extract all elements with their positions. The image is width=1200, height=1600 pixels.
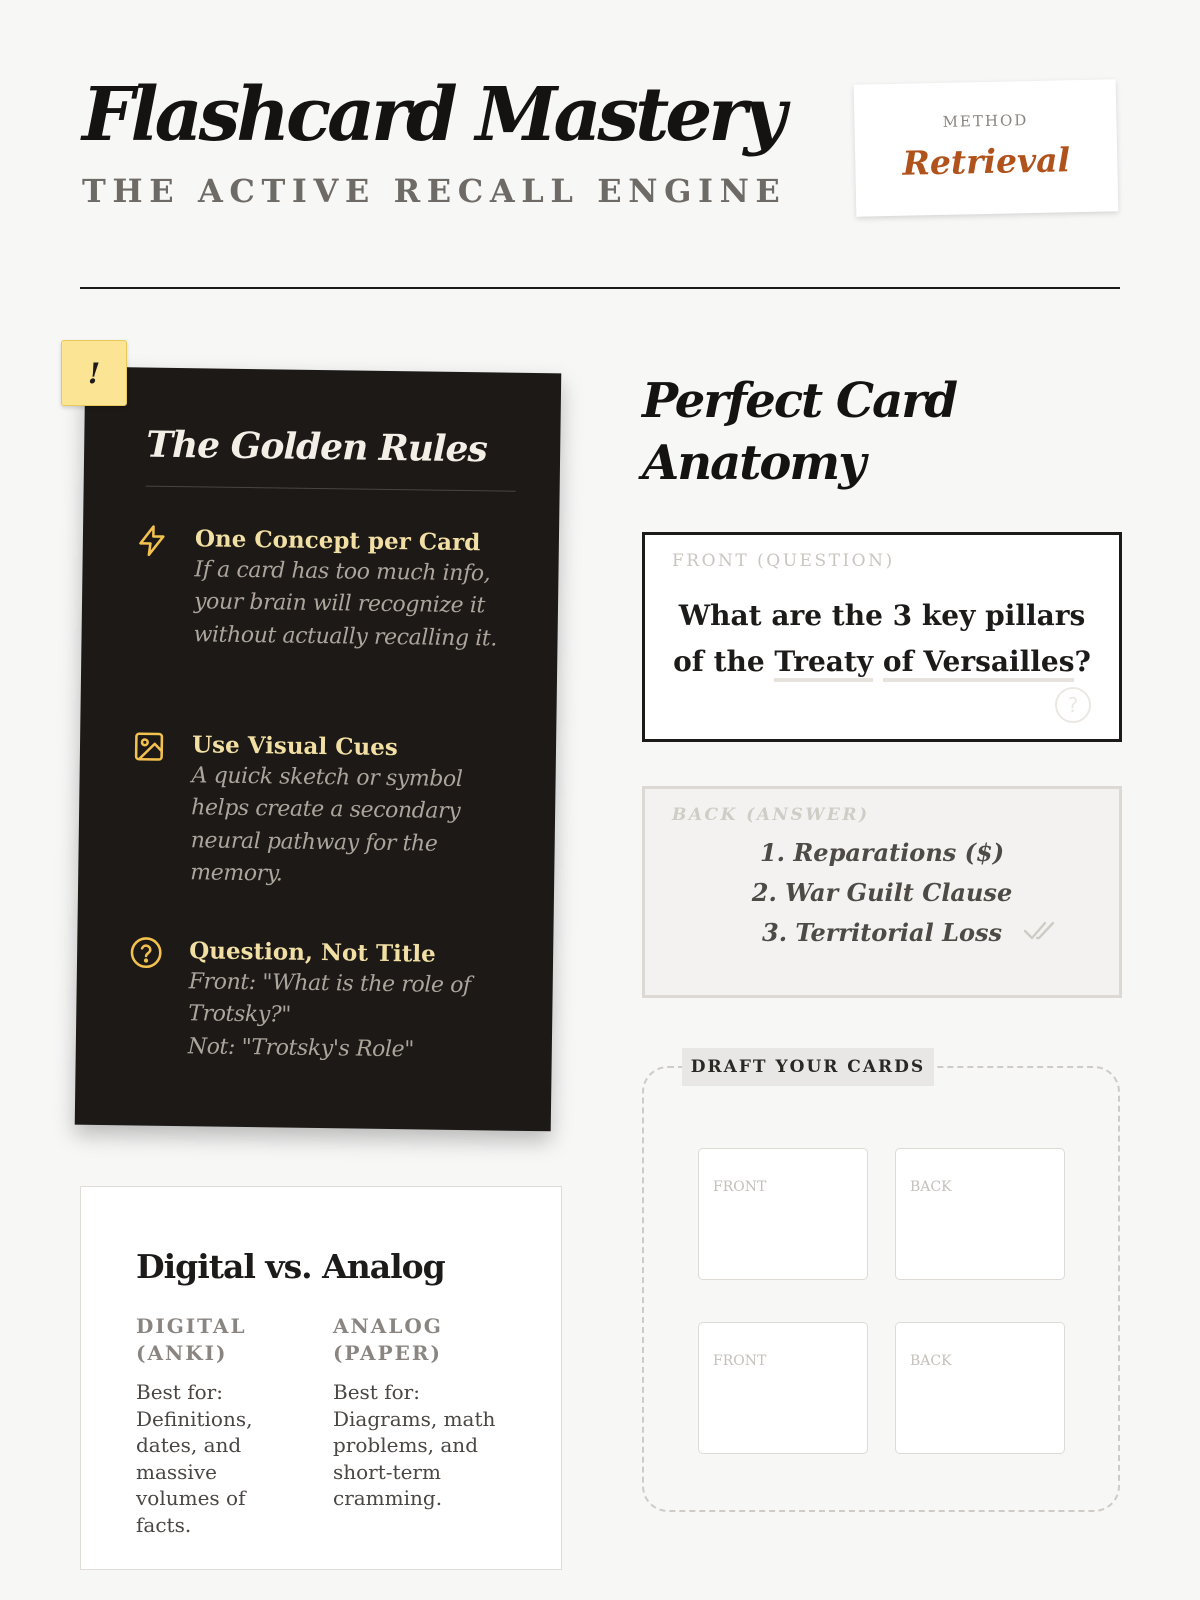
front-card: [642, 532, 1122, 742]
question-text: ?: [1074, 645, 1091, 679]
digital-label-line: DIGITAL: [136, 1314, 247, 1338]
analog-text: Best for: Diagrams, math problems, and short-term cramming.: [333, 1380, 496, 1511]
rule-body: If a card has too much info, your brain will recognize it without actually recalling it.: [193, 557, 498, 652]
header-divider: [80, 287, 1120, 289]
answer-item: 2. War Guilt Clause: [751, 878, 1013, 907]
digital-vs-analog-card: [80, 1186, 562, 1570]
golden-rules-title: The Golden Rules: [145, 423, 488, 471]
analog-label: [333, 1313, 503, 1367]
exclamation-sticky-note: !: [61, 340, 127, 406]
front-question: [665, 593, 1099, 685]
slot-label: FRONT: [713, 1353, 767, 1369]
rule-body-line: Front: "What is the role of Trotsky?": [188, 969, 471, 1028]
back-card-label: BACK (ANSWER): [672, 805, 870, 825]
anatomy-title-line: Anatomy: [642, 435, 865, 492]
answer-item: 1. Reparations ($): [759, 838, 1005, 867]
analog-label-line: ANALOG: [333, 1314, 443, 1338]
rule-heading: Question, Not Title: [188, 937, 436, 968]
digital-column: [136, 1313, 306, 1539]
method-card: [854, 79, 1119, 216]
rule-heading: One Concept per Card: [194, 525, 481, 557]
draft-slot-back[interactable]: [895, 1148, 1065, 1280]
question-circle-icon: ?: [1055, 687, 1091, 723]
front-card-label: FRONT (QUESTION): [672, 551, 895, 571]
anatomy-title: [642, 370, 956, 495]
draft-slot-front[interactable]: [698, 1148, 868, 1280]
draft-title: DRAFT YOUR CARDS: [682, 1048, 934, 1086]
slot-label: BACK: [910, 1353, 952, 1369]
digital-label: [136, 1313, 306, 1367]
digital-label-line: (ANKI): [136, 1341, 228, 1365]
answer-item: 3. Territorial Loss: [762, 918, 1002, 947]
method-label: METHOD: [942, 111, 1029, 131]
question-highlight: Treaty: [774, 645, 873, 682]
method-value: Retrieval: [902, 140, 1071, 183]
slot-label: FRONT: [713, 1179, 767, 1195]
slot-label: BACK: [910, 1179, 952, 1195]
lightning-bolt-icon: [135, 523, 169, 557]
golden-rules-card: [75, 367, 562, 1132]
question-text: [873, 645, 883, 678]
digital-text: Best for: Definitions, dates, and massive volumes of facts.: [136, 1380, 253, 1537]
question-circle-icon: [129, 935, 163, 969]
rule-item: [128, 935, 510, 1067]
analog-column: [333, 1313, 503, 1512]
golden-rules-divider: [146, 486, 516, 492]
page-title: Flashcard Mastery: [82, 72, 783, 158]
rule-heading: Use Visual Cues: [191, 731, 398, 762]
draft-slot-back[interactable]: [895, 1322, 1065, 1454]
image-icon: [132, 729, 166, 763]
rule-item: [130, 729, 512, 893]
rule-body: A quick sketch or symbol helps create a secondary neural pathway for the memory.: [190, 763, 463, 887]
page-subtitle: THE ACTIVE RECALL ENGINE: [82, 172, 787, 210]
analog-label-line: (PAPER): [333, 1341, 442, 1365]
double-check-icon: [1023, 917, 1063, 943]
question-highlight: of Versailles: [883, 645, 1075, 682]
back-card: [642, 786, 1122, 998]
digital-vs-analog-title: Digital vs. Analog: [136, 1247, 445, 1286]
rule-body-line: Not: "Trotsky's Role": [187, 1033, 415, 1062]
anatomy-title-line: Perfect Card: [642, 373, 957, 429]
draft-slot-front[interactable]: [698, 1322, 868, 1454]
rule-item: [133, 523, 515, 655]
rule-body: [188, 966, 509, 1067]
question-text: What are the 3 key pillars of the: [673, 599, 1086, 679]
